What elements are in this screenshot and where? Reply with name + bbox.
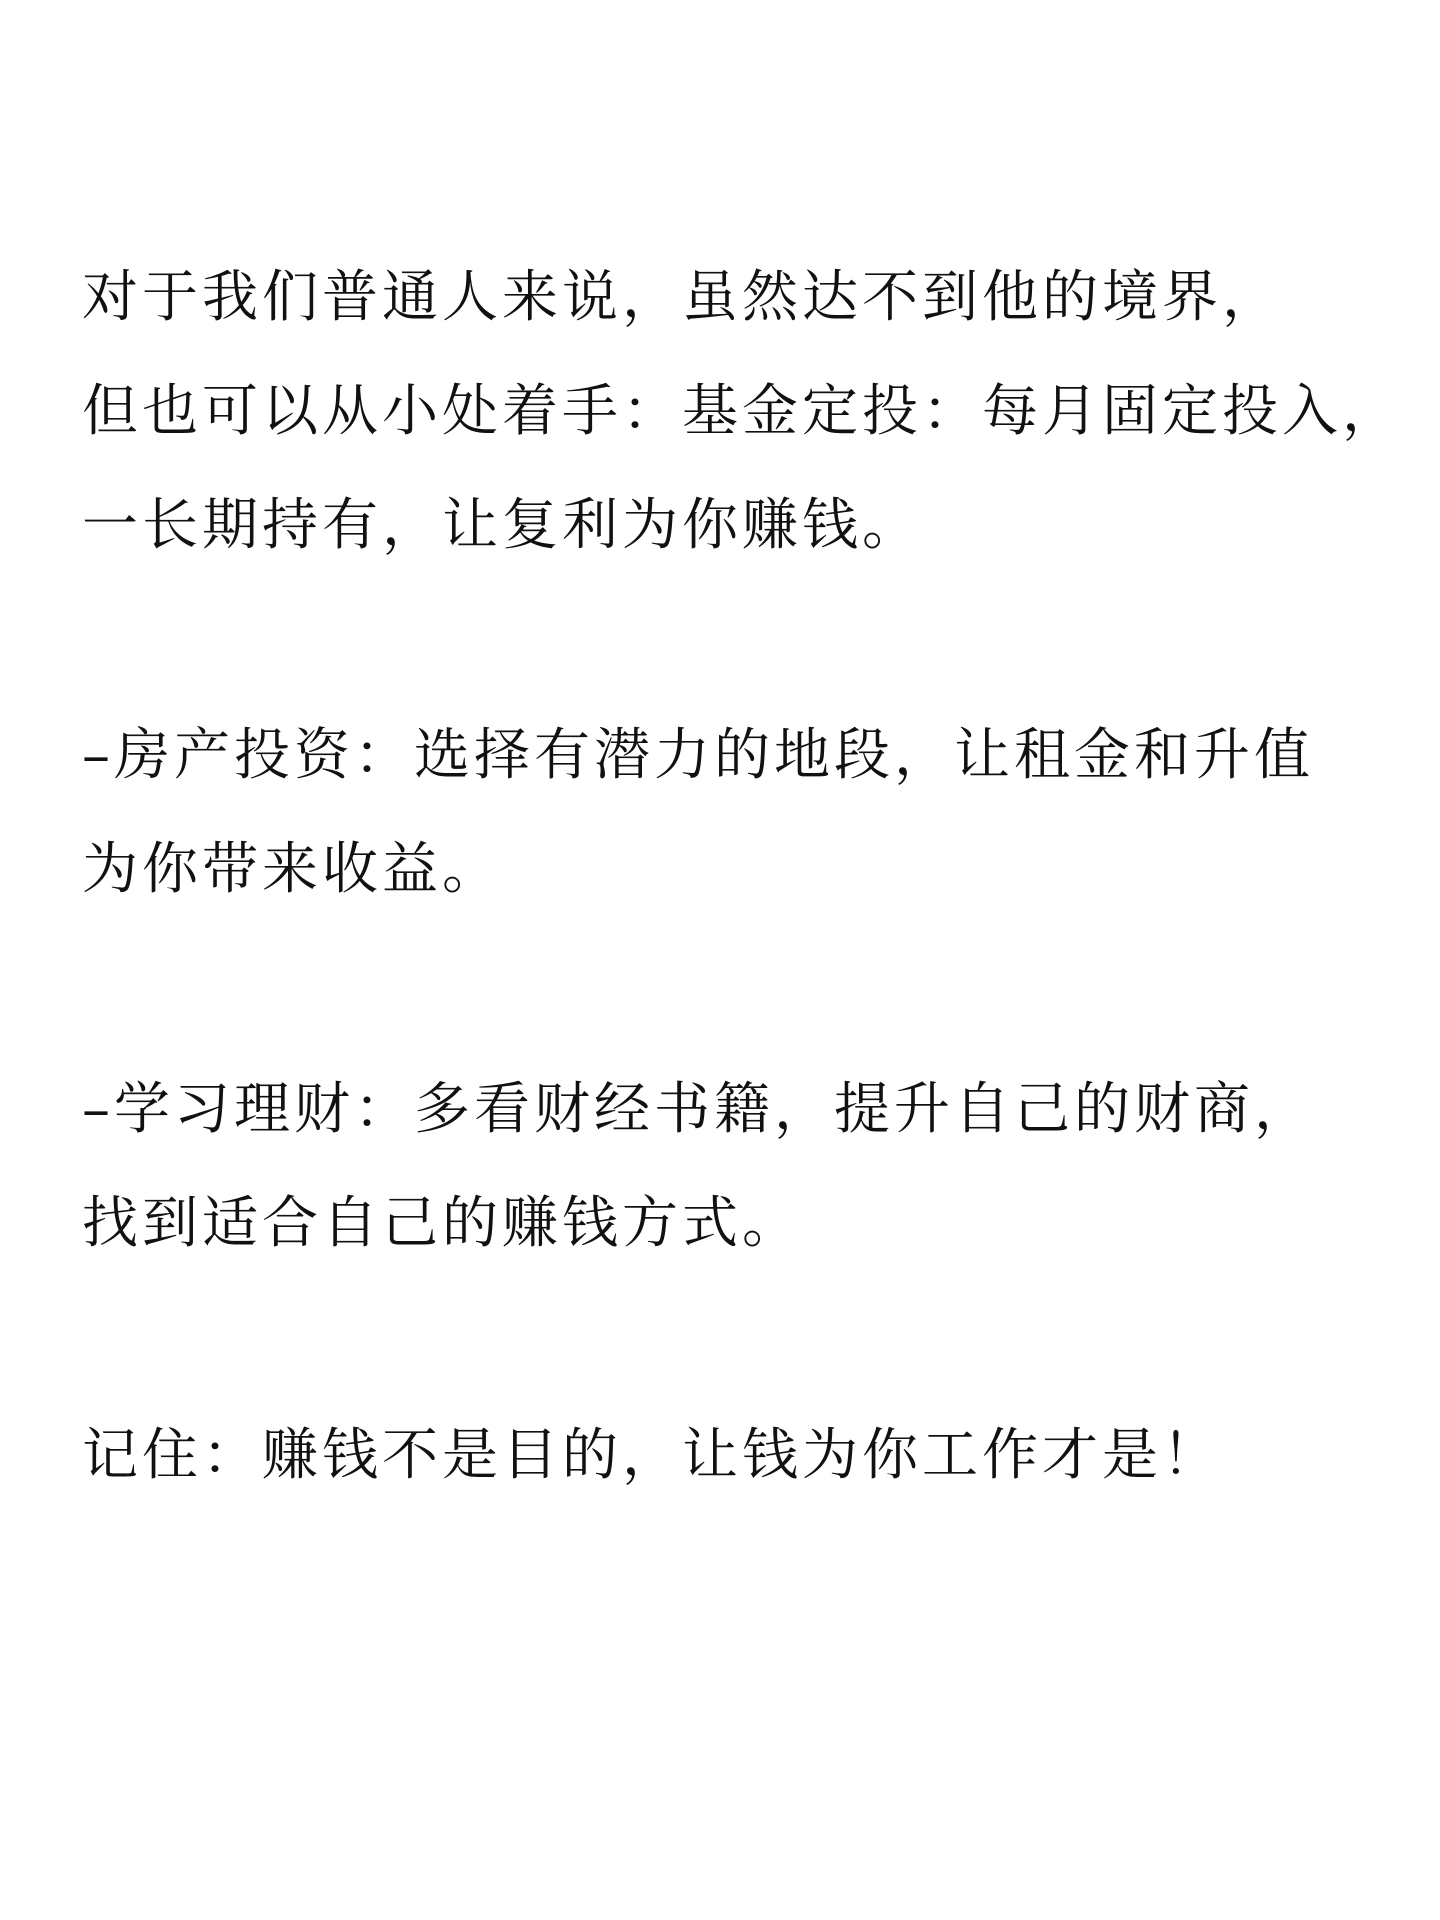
paragraph-4-line-1: 记住：赚钱不是目的，让钱为你工作才是！ (82, 1423, 1222, 1488)
paragraph-2-line-1: –房产投资：选择有潜力的地段，让租金和升值 (82, 723, 1314, 788)
paragraph-3-line-1: –学习理财：多看财经书籍，提升自己的财商， (82, 1077, 1314, 1142)
paragraph-1-line-3: 一长期持有，让复利为你赚钱。 (82, 493, 922, 558)
paragraph-3-line-2: 找到适合自己的赚钱方式。 (82, 1191, 802, 1256)
paragraph-1-line-2: 但也可以从小处着手：基金定投：每月固定投入， (82, 379, 1402, 444)
paragraph-1-line-1: 对于我们普通人来说，虽然达不到他的境界， (82, 265, 1282, 330)
paragraph-2-line-2: 为你带来收益。 (82, 837, 502, 902)
